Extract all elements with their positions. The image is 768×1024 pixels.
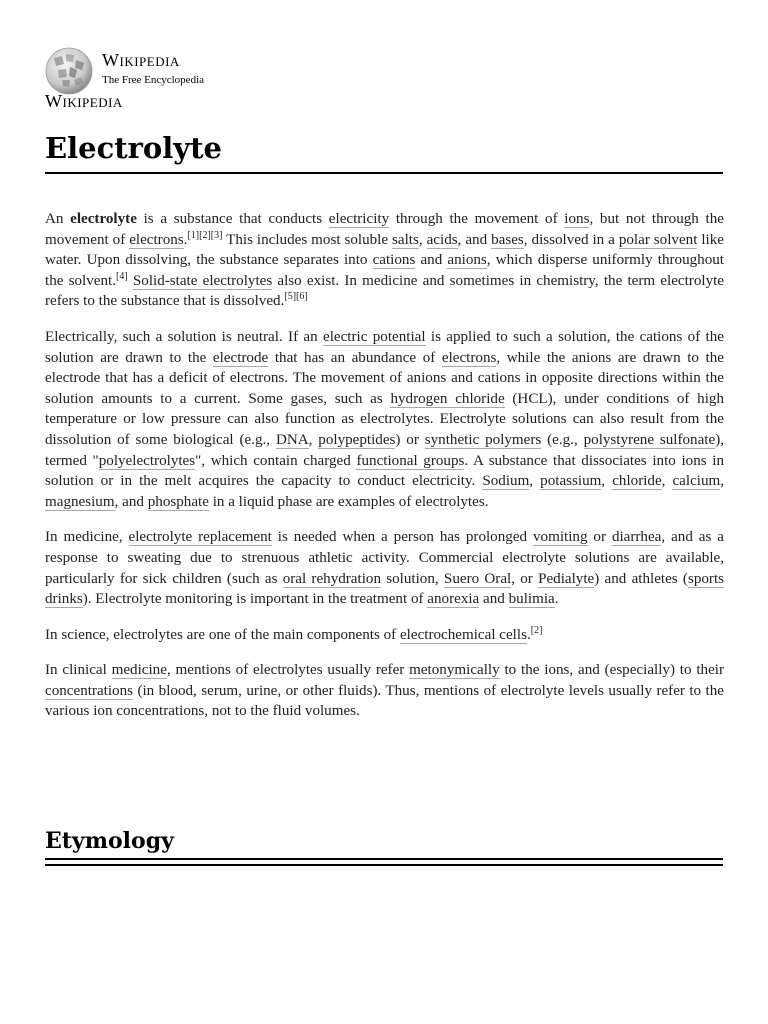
- text-run: ,: [529, 473, 541, 490]
- article-link[interactable]: electricity: [328, 211, 390, 227]
- wikipedia-tagline: The Free Encyclopedia: [102, 74, 205, 86]
- article-link[interactable]: electrolyte replacement: [128, 529, 272, 546]
- article-link[interactable]: anions: [447, 252, 487, 269]
- article-link[interactable]: chloride: [612, 473, 662, 490]
- citation-link[interactable]: [5]: [284, 291, 297, 303]
- globe-icon: [44, 46, 94, 96]
- text-run: is a substance that conducts: [136, 211, 329, 227]
- text-run: (in blood, serum, urine, or other fluids). Thus, mentions of electrolyte levels usually refer to the various ion concentrations, not to the fluid volumes.: [45, 682, 724, 720]
- article-link[interactable]: electrons: [441, 349, 497, 366]
- article-link[interactable]: hydrogen chloride: [390, 390, 505, 407]
- citation-link[interactable]: [1]: [187, 229, 200, 241]
- text-run: , and: [114, 493, 148, 510]
- text-run: ,: [720, 473, 725, 490]
- text-run: like water. Upon dissolving, the substance separates into: [45, 231, 724, 269]
- citation: [116, 271, 128, 282]
- text-run: through the movement of: [389, 211, 565, 227]
- article-link[interactable]: salts: [392, 231, 419, 248]
- article-link[interactable]: electrochemical cells: [399, 626, 527, 643]
- article-link[interactable]: Suero Oral: [443, 570, 512, 587]
- article-link[interactable]: vomiting: [533, 529, 588, 546]
- article-link[interactable]: oral rehydration: [282, 570, 381, 587]
- text-run: , which disperse uniformly throughout the solvent.: [45, 252, 724, 289]
- article-link[interactable]: cations: [372, 252, 416, 269]
- text-run: , and as a response to sweating due to strenuous athletic activity. Commercial electrolyte solutions are available, particularly for sick children (such as: [45, 529, 724, 587]
- citation: [284, 291, 296, 302]
- article-link[interactable]: polar solvent: [618, 231, 698, 248]
- text-run: ), termed ": [45, 431, 725, 469]
- paragraph: [45, 660, 724, 722]
- paragraph: [45, 327, 724, 512]
- article-link[interactable]: sports drinks: [45, 570, 725, 608]
- wikipedia-wordmark-secondary: Wikipedia: [45, 91, 123, 111]
- text-run: . A substance that dissociates into ions in solution or in the melt acquires the capacity to conduct electricity.: [45, 452, 725, 490]
- text-run: In medicine,: [45, 529, 129, 546]
- text-run: ", which contain charged: [195, 452, 357, 469]
- text-run: solution,: [381, 570, 444, 587]
- text-run: , or: [511, 570, 539, 587]
- text-run: that has an abundance of: [268, 349, 442, 366]
- citation-link[interactable]: [2]: [199, 229, 211, 241]
- text-run: ,: [308, 431, 319, 448]
- article-link[interactable]: metonymically: [409, 662, 500, 679]
- paragraph: [45, 527, 724, 609]
- text-run: ) or: [395, 431, 425, 448]
- article-body: [45, 209, 724, 737]
- text-run: .: [554, 591, 559, 608]
- article-link[interactable]: polyelectrolytes: [98, 452, 196, 469]
- article-link[interactable]: Solid-state electrolytes: [132, 272, 273, 289]
- wikipedia-wordmark: Wikipedia: [102, 50, 180, 70]
- text-run: , dissolved in a: [523, 231, 619, 248]
- article-link[interactable]: bulimia: [508, 591, 555, 608]
- citation: [211, 230, 223, 241]
- text-run: An: [45, 211, 71, 227]
- citation: [531, 625, 543, 636]
- article-link[interactable]: acids: [426, 231, 458, 248]
- article-link[interactable]: electric potential: [323, 328, 426, 345]
- text-run: (HCL), under conditions of high temperature or low pressure can also function as electrolytes. Electrolyte solutions can also result from the dissolution of some biological (e.g.,: [45, 390, 725, 448]
- citation: [187, 230, 199, 241]
- citation-link[interactable]: [6]: [296, 291, 308, 303]
- text-run: or: [587, 529, 612, 546]
- paragraph: [45, 209, 724, 312]
- text-run: and: [479, 591, 509, 608]
- article-link[interactable]: electrons: [129, 231, 184, 248]
- article-link[interactable]: phosphate: [147, 493, 209, 510]
- article-link[interactable]: concentrations: [45, 682, 134, 699]
- citation-link[interactable]: [2]: [530, 624, 543, 636]
- article-link[interactable]: diarrhea: [611, 529, 662, 546]
- text-run: In clinical: [45, 662, 112, 679]
- text-run: , and: [457, 231, 492, 248]
- article-link[interactable]: synthetic polymers: [424, 431, 542, 448]
- citation-link[interactable]: [4]: [116, 270, 128, 282]
- citation: [296, 291, 308, 302]
- wikipedia-logo[interactable]: [44, 44, 264, 92]
- paragraph: [45, 625, 724, 646]
- text-run: Electrically, such a solution is neutral. If an: [45, 328, 323, 345]
- article-link[interactable]: polypeptides: [318, 431, 396, 448]
- text-run: In science, electrolytes are one of the main components of: [45, 626, 400, 643]
- citation-link[interactable]: [3]: [210, 229, 223, 241]
- article-link[interactable]: Sodium: [482, 473, 530, 490]
- text-run: , mentions of electrolytes usually refer: [166, 662, 410, 679]
- page-title: Electrolyte: [45, 126, 723, 174]
- article-link[interactable]: bases: [491, 231, 524, 248]
- text-run: is needed when a person has prolonged: [271, 529, 533, 546]
- text-run: ) and athletes (: [594, 570, 688, 587]
- text-run: in a liquid phase are examples of electrolytes.: [208, 493, 489, 510]
- text-run: also exist. In medicine and sometimes in chemistry, the term electrolyte refers to the substance that is dissolved.: [45, 272, 725, 310]
- section-heading-etymology: Etymology: [45, 826, 723, 860]
- text-run: .: [183, 231, 188, 248]
- article-link[interactable]: electrode: [212, 349, 269, 366]
- text-run: to the ions, and (especially) to their: [499, 662, 724, 679]
- article-link[interactable]: medicine: [111, 662, 167, 679]
- text-run: and: [415, 252, 448, 269]
- article-link[interactable]: ions: [564, 211, 590, 227]
- article-link[interactable]: calcium: [672, 473, 721, 490]
- section-divider: [45, 864, 723, 866]
- article-link[interactable]: anorexia: [427, 591, 480, 608]
- text-run: ). Electrolyte monitoring is important in the treatment of: [82, 591, 428, 608]
- text-run: ,: [418, 231, 427, 248]
- text-run: ,: [661, 473, 673, 490]
- text-run: , but not through the movement of: [45, 211, 724, 248]
- bold-term: electrolyte: [70, 211, 137, 227]
- article-link[interactable]: potassium: [540, 473, 602, 490]
- text-run: ,: [601, 473, 613, 490]
- text-run: (e.g.,: [541, 431, 584, 448]
- text-run: .: [526, 626, 531, 643]
- text-run: , while the anions are drawn to the electrode that has a deficit of electrons. The movement of anions and cations in opposite directions within the solution amounts to a current. Some gases, such as: [45, 349, 724, 407]
- text-run: This includes most soluble: [222, 231, 393, 248]
- article-link[interactable]: functional groups: [356, 452, 465, 469]
- article-link[interactable]: Pedialyte: [538, 570, 595, 587]
- article-link[interactable]: magnesium: [45, 493, 115, 510]
- article-link[interactable]: polystyrene sulfonate: [583, 431, 716, 448]
- text-run: is applied to such a solution, the cations of the solution are drawn to the: [45, 328, 724, 366]
- citation: [199, 230, 211, 241]
- article-link[interactable]: DNA: [275, 431, 309, 448]
